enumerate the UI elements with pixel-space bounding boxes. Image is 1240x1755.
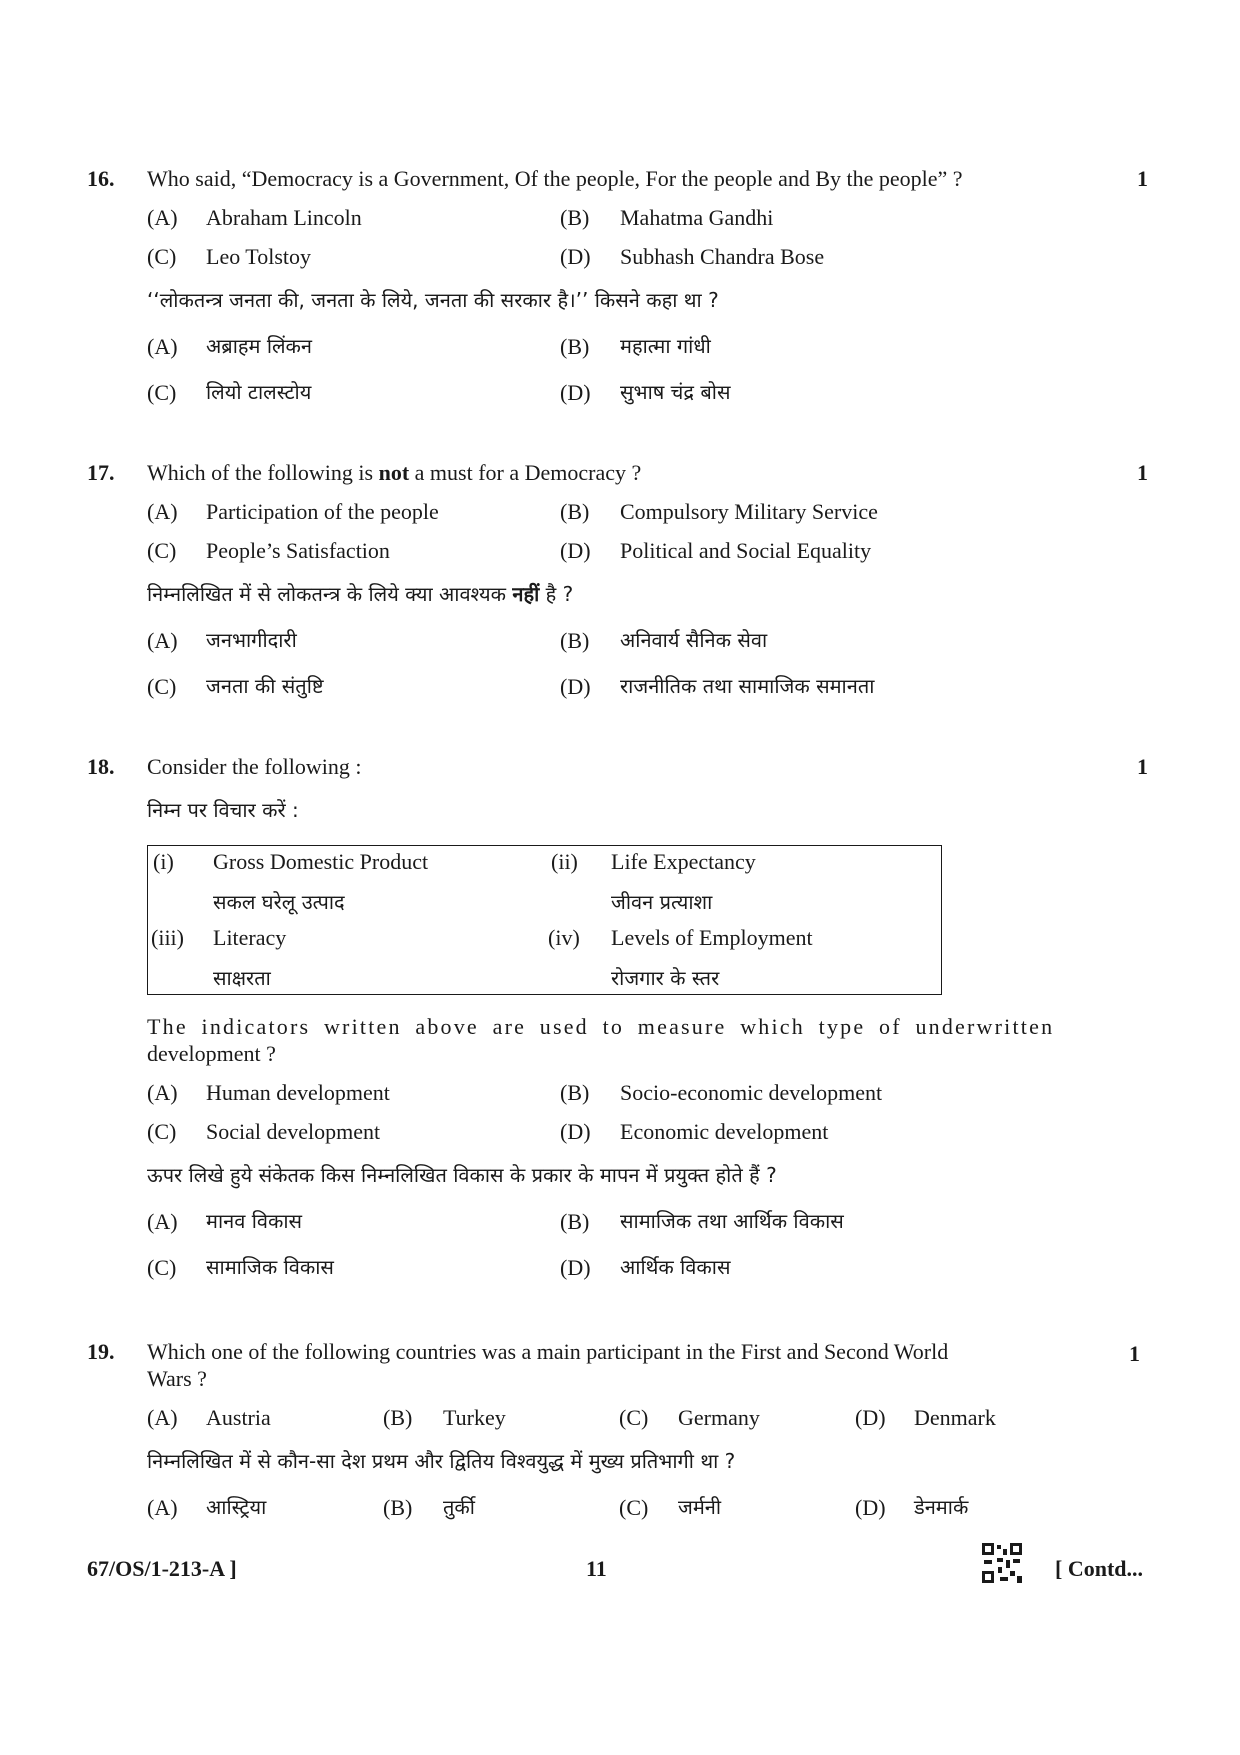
option-text: Compulsory Military Service	[620, 499, 878, 524]
option-label: (D)	[560, 1119, 591, 1144]
option-label: (B)	[560, 205, 590, 230]
question-marks: 1	[1137, 460, 1148, 485]
option-text: Social development	[206, 1119, 381, 1144]
option-label: (A)	[147, 1405, 178, 1430]
table-item-text: Literacy	[213, 925, 287, 950]
option-text-hindi: आर्थिक विकास	[620, 1255, 731, 1279]
question-text: The indicators written above are used to measure which type of underwritten	[147, 1014, 1055, 1039]
option-text: Mahatma Gandhi	[620, 205, 774, 230]
question-text: Wars ?	[147, 1366, 207, 1391]
option-text-hindi: डेनमार्क	[914, 1495, 969, 1519]
option-text-hindi: मानव विकास	[206, 1209, 303, 1233]
option-text-hindi: अनिवार्य सैनिक सेवा	[620, 628, 768, 652]
question-text: Which one of the following countries was a main participant in the First and Second World	[147, 1339, 949, 1364]
question-intro-hindi: निम्न पर विचार करें :	[147, 798, 299, 822]
table-item-text-hindi: रोजगार के स्तर	[611, 966, 720, 990]
option-text: Political and Social Equality	[620, 538, 872, 563]
question-text-part: है ?	[539, 582, 574, 606]
option-text: Participation of the people	[206, 499, 439, 524]
table-item-label: (iii)	[151, 925, 184, 950]
option-label: (C)	[147, 244, 177, 269]
option-label: (C)	[147, 1255, 177, 1280]
table-item-text: Levels of Employment	[611, 925, 813, 950]
question-text: Who said, “Democracy is a Government, Of the people, For the people and By the people” ?	[147, 166, 963, 191]
option-label: (D)	[560, 380, 591, 405]
option-label: (C)	[147, 380, 177, 405]
option-text-hindi: जनता की संतुष्टि	[206, 674, 324, 698]
option-label: (B)	[560, 499, 590, 524]
option-text-hindi: लियो टालस्टोय	[206, 380, 312, 404]
question-text: Consider the following :	[147, 754, 362, 779]
question-text-part: a must for a Democracy ?	[409, 460, 642, 485]
option-label: (B)	[383, 1495, 413, 1520]
option-text: Turkey	[443, 1405, 506, 1430]
table-item-text: Gross Domestic Product	[213, 849, 429, 874]
option-label: (B)	[560, 1209, 590, 1234]
option-label: (C)	[147, 538, 177, 563]
option-label: (C)	[619, 1405, 649, 1430]
question-text-hindi	[147, 580, 573, 607]
option-text-hindi: सामाजिक तथा आर्थिक विकास	[620, 1209, 844, 1233]
option-text-hindi: जनभागीदारी	[206, 628, 297, 652]
option-text-hindi: अब्राहम लिंकन	[206, 334, 313, 358]
question-number: 17.	[87, 460, 115, 485]
option-label: (A)	[147, 499, 178, 524]
table-item-text-hindi: सकल घरेलू उत्पाद	[213, 890, 345, 914]
option-label: (A)	[147, 1495, 178, 1520]
option-label: (A)	[147, 1080, 178, 1105]
option-label: (D)	[855, 1405, 886, 1430]
question-text	[147, 460, 641, 486]
option-text: Austria	[206, 1405, 271, 1430]
option-label: (D)	[855, 1495, 886, 1520]
page-number: 11	[586, 1556, 607, 1581]
option-text: Economic development	[620, 1119, 829, 1144]
option-label: (C)	[619, 1495, 649, 1520]
option-label: (B)	[560, 334, 590, 359]
option-text: Human development	[206, 1080, 390, 1105]
question-text-hindi: ‘‘लोकतन्त्र जनता की, जनता के लिये, जनता की सरकार है।’’ किसने कहा था ?	[147, 288, 719, 312]
option-text-hindi: सामाजिक विकास	[206, 1255, 334, 1279]
table-item-label: (i)	[153, 849, 174, 874]
question-number: 18.	[87, 754, 115, 779]
qr-code-icon	[982, 1543, 1022, 1583]
question-number: 19.	[87, 1339, 115, 1364]
question-marks: 1	[1137, 754, 1148, 779]
option-text-hindi: जर्मनी	[678, 1495, 722, 1519]
paper-code: 67/OS/1-213-A ]	[87, 1556, 237, 1581]
option-text-hindi: तुर्की	[443, 1495, 475, 1519]
table-item-label: (iv)	[548, 925, 580, 950]
question-number: 16.	[87, 166, 115, 191]
option-label: (A)	[147, 628, 178, 653]
option-text: Leo Tolstoy	[206, 244, 311, 269]
option-label: (B)	[383, 1405, 413, 1430]
question-marks: 1	[1137, 166, 1148, 191]
option-label: (A)	[147, 205, 178, 230]
option-text: Germany	[678, 1405, 760, 1430]
table-item-label: (ii)	[551, 849, 578, 874]
question-text-hindi: ऊपर लिखे हुये संकेतक किस निम्नलिखित विकास के प्रकार के मापन में प्रयुक्त होते हैं ?	[147, 1163, 777, 1187]
option-label: (D)	[560, 538, 591, 563]
option-label: (C)	[147, 674, 177, 699]
option-text: Subhash Chandra Bose	[620, 244, 825, 269]
question-text-part: निम्नलिखित में से लोकतन्त्र के लिये क्या आवश्यक	[147, 582, 513, 606]
option-text-hindi: सुभाष चंद्र बोस	[620, 380, 731, 404]
table-item-text-hindi: जीवन प्रत्याशा	[611, 890, 713, 914]
question-text-emphasis: नहीं	[512, 582, 540, 606]
option-label: (D)	[560, 1255, 591, 1280]
option-label: (A)	[147, 1209, 178, 1234]
option-label: (D)	[560, 674, 591, 699]
option-text: Socio-economic development	[620, 1080, 883, 1105]
question-text: development ?	[147, 1041, 276, 1066]
option-text-hindi: महात्मा गांधी	[620, 334, 711, 358]
question-text-hindi: निम्नलिखित में से कौन-सा देश प्रथम और द्वितिय विश्वयुद्ध में मुख्य प्रतिभागी था ?	[147, 1449, 736, 1473]
option-text-hindi: आस्ट्रिया	[206, 1495, 267, 1519]
option-label: (C)	[147, 1119, 177, 1144]
option-label: (D)	[560, 244, 591, 269]
continued-label: [ Contd...	[1055, 1556, 1144, 1581]
table-item-text-hindi: साक्षरता	[213, 966, 271, 990]
option-text: People’s Satisfaction	[206, 538, 390, 563]
option-text: Denmark	[914, 1405, 996, 1430]
question-text-emphasis: not	[378, 460, 410, 485]
question-marks: 1	[1129, 1341, 1140, 1366]
table-item-text: Life Expectancy	[611, 849, 756, 874]
option-label: (A)	[147, 334, 178, 359]
option-text-hindi: राजनीतिक तथा सामाजिक समानता	[620, 674, 875, 698]
question-text-part: Which of the following is	[147, 460, 379, 485]
option-label: (B)	[560, 628, 590, 653]
option-label: (B)	[560, 1080, 590, 1105]
option-text: Abraham Lincoln	[206, 205, 362, 230]
